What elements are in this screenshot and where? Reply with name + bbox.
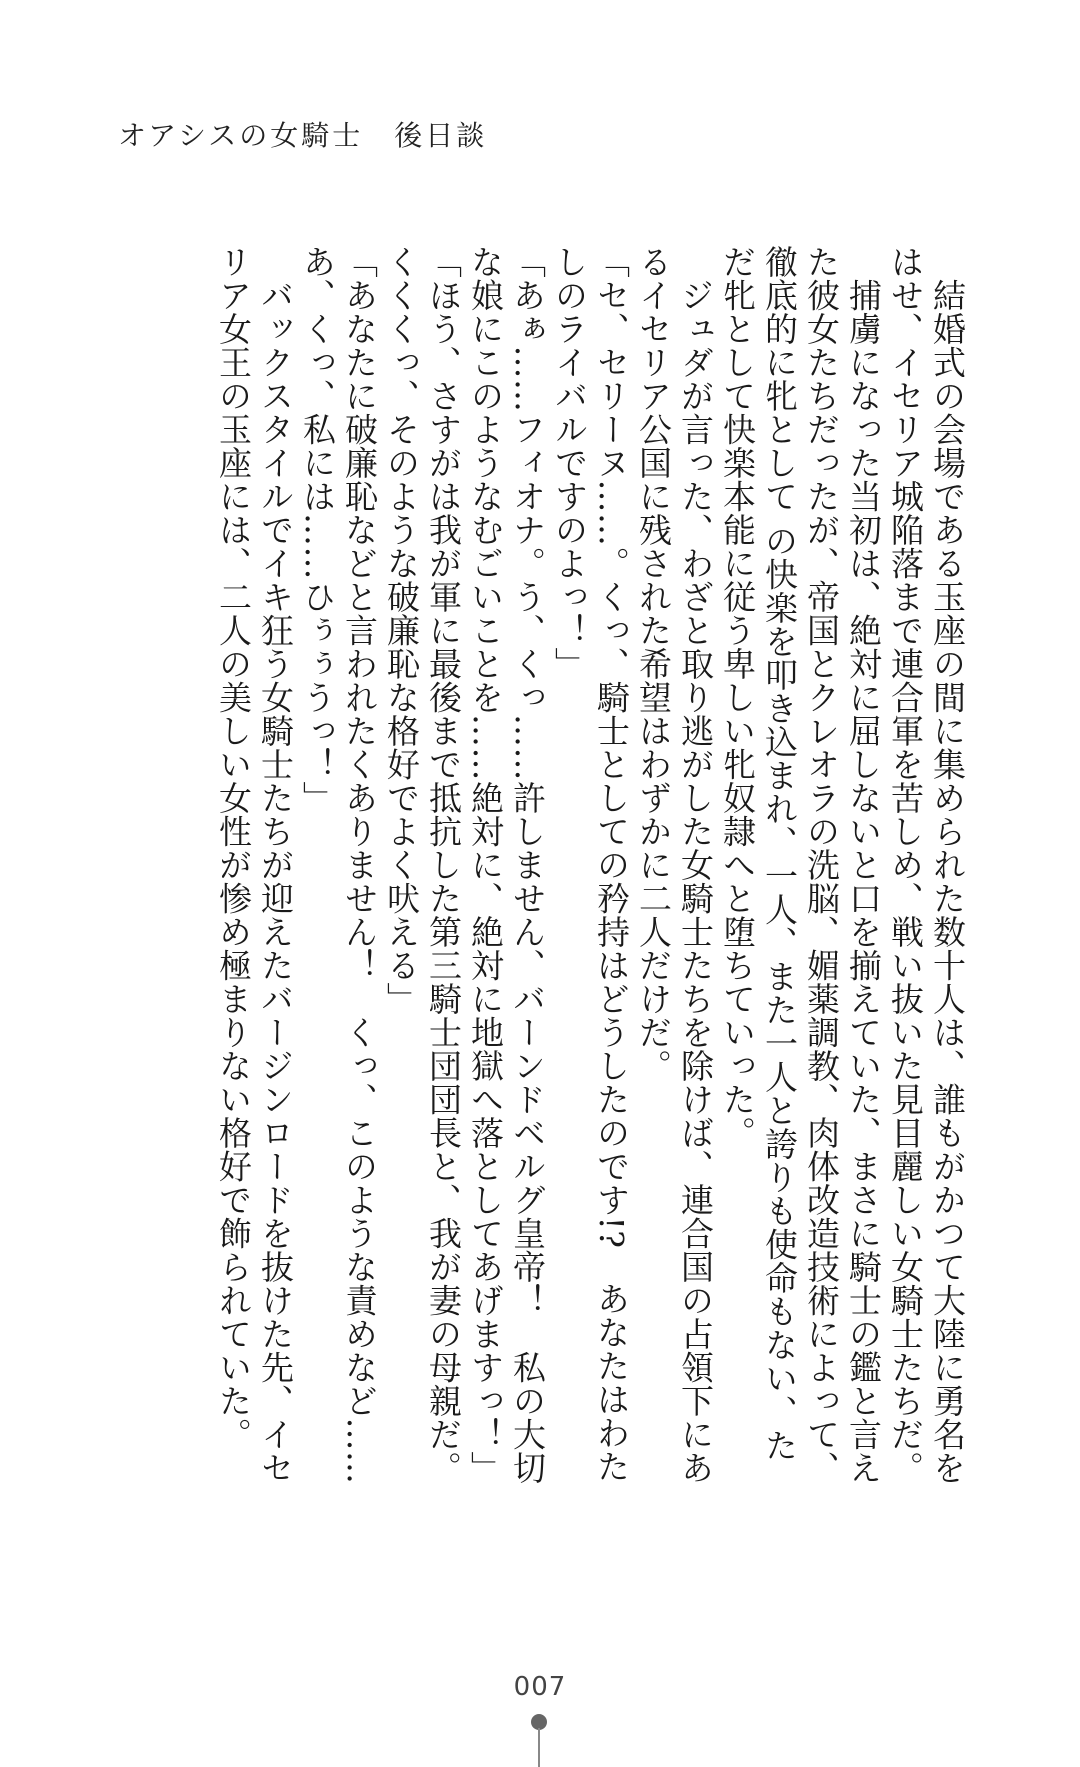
dialogue-line: 「あなたに破廉恥などと言われたくありません！ くっ、このような責めなど……あ、くっ、私には……ひぅぅうっ！」 (298, 245, 379, 1485)
page-number: 007 (513, 1672, 567, 1702)
paragraph: ジュダが言った、わざと取り逃がした女騎士たちを除けば、連合国の占領下にあるイセリア公国に残された希望はわずかに二人だけだ。 (634, 245, 715, 1485)
paragraph: 結婚式の会場である玉座の間に集められた数十人は、誰もがかつて大陸に勇名をはせ、イセリア城陥落まで連合軍を苦しめ、戦い抜いた見目麗しい女騎士たちだ。 (886, 245, 967, 1485)
main-text-column (108, 245, 968, 1485)
running-head: オアシスの女騎士 後日談 (118, 119, 488, 152)
paragraph: 捕虜になった当初は、絶対に屈しないと口を揃えていた、まさに騎士の鑑と言えた彼女たちだったが、帝国とクレオラの洗脳、媚薬調教、肉体改造技術によって、徹底的に牝として の快楽を叩き込まれ、一人、また一人と誇りも使命もない、ただ牝として快楽本能に従う卑しい牝奴隷へと堕ちていった。 (718, 245, 883, 1485)
footer-line-ornament (538, 1728, 540, 1767)
page-footer (0, 1672, 1080, 1767)
dialogue-line: 「セ、セリーヌ……。くっ、騎士としての矜持はどうしたのです!? あなたはわたしのライバルですのよっ！」 (550, 245, 631, 1483)
dialogue-line: 「あぁ……フィオナ。う、くっ……許しません、バーンドベルグ皇帝！ 私の大切な娘にこのようなむごいことを……絶対に、絶対に地獄へ落としてあげますっ！」 (466, 245, 547, 1485)
dialogue-line: 「ほう、さすがは我が軍に最後まで抵抗した第三騎士団団長と、我が妻の母親だ。くくくっ、そのような破廉恥な格好でよく吠える」 (382, 245, 463, 1485)
paragraph: バックスタイルでイキ狂う女騎士たちが迎えたバージンロードを抜けた先、イセリア女王の玉座には、二人の美しい女性が惨め極まりない格好で飾られていた。 (214, 245, 295, 1485)
